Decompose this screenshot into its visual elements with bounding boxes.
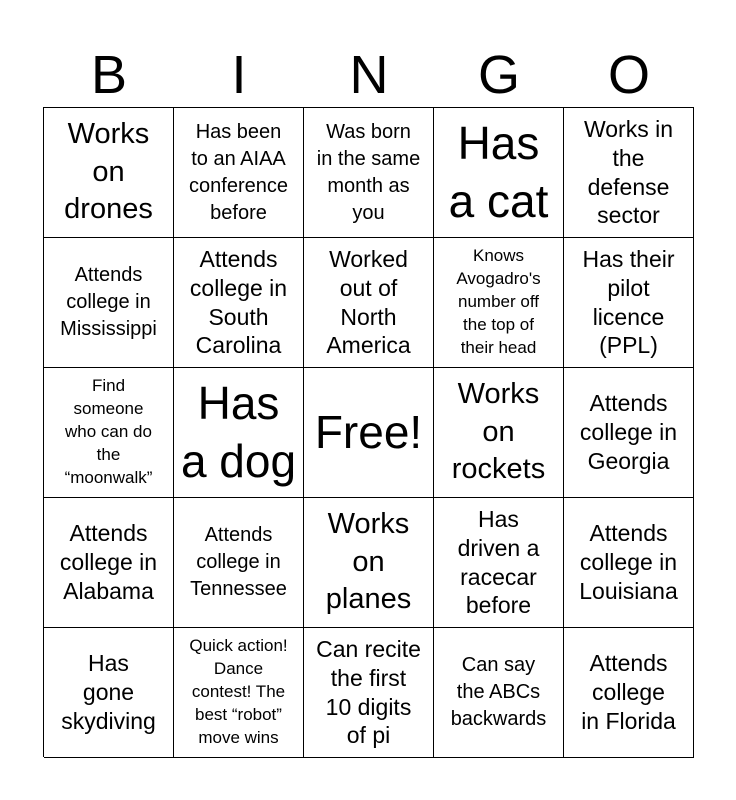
bingo-cell-r3-c1[interactable] [44, 368, 174, 498]
bingo-cell-r3-c4[interactable] [434, 368, 564, 498]
bingo-cell-text: Was born in the same month as you [316, 120, 421, 224]
bingo-cell-text: Works on rockets [451, 377, 546, 486]
bingo-cell-r5-c2[interactable] [174, 628, 304, 758]
header-letter-i: I [231, 45, 247, 105]
bingo-cell-r3-c5[interactable] [564, 368, 694, 498]
bingo-header [44, 44, 694, 106]
bingo-cell-text: Quick action! Dance contest! The best “robot” move wins [189, 636, 288, 747]
bingo-cell-text: Works in the defense sector [583, 116, 674, 229]
header-letter-o: O [607, 45, 650, 105]
bingo-cell-text: Can say the ABCs backwards [450, 654, 547, 730]
bingo-cell-r2-c5[interactable] [564, 238, 694, 368]
bingo-cell-r3-c3[interactable] [304, 368, 434, 498]
bingo-cell-text: Attends college in South Carolina [189, 246, 288, 359]
bingo-cell-r3-c2[interactable] [174, 368, 304, 498]
bingo-cell-r1-c2[interactable] [174, 108, 304, 238]
bingo-cell-text: Attends college in Alabama [59, 520, 158, 604]
bingo-cell-r4-c5[interactable] [564, 498, 694, 628]
bingo-cell-text: Has a dog [180, 377, 297, 487]
bingo-cell-text: Has their pilot licence (PPL) [582, 246, 675, 359]
bingo-cell-r4-c3[interactable] [304, 498, 434, 628]
bingo-cell-r1-c3[interactable] [304, 108, 434, 238]
bingo-cell-r1-c5[interactable] [564, 108, 694, 238]
header-letter-b: B [90, 45, 128, 105]
bingo-cell-r2-c1[interactable] [44, 238, 174, 368]
bingo-cell-text: Has been to an AIAA conference before [189, 120, 288, 224]
bingo-cell-text: Works on drones [64, 117, 153, 226]
bingo-cell-r4-c4[interactable] [434, 498, 564, 628]
bingo-cell-text: Find someone who can do the “moonwalk” [64, 376, 153, 487]
bingo-cell-r1-c1[interactable] [44, 108, 174, 238]
bingo-cell-r5-c4[interactable] [434, 628, 564, 758]
bingo-cell-text: Attends college in Louisiana [579, 520, 678, 604]
bingo-cell-r4-c1[interactable] [44, 498, 174, 628]
bingo-cell-r5-c3[interactable] [304, 628, 434, 758]
bingo-cell-r5-c1[interactable] [44, 628, 174, 758]
bingo-cell-text: Works on planes [325, 507, 412, 616]
bingo-cell-text: Attends college in Mississippi [60, 264, 157, 340]
bingo-cell-text: Has driven a racecar before [457, 506, 540, 619]
bingo-cell-text: Has a cat [448, 117, 549, 227]
bingo-cell-r2-c2[interactable] [174, 238, 304, 368]
bingo-cell-r5-c5[interactable] [564, 628, 694, 758]
bingo-cell-text: Can recite the first 10 digits of pi [316, 636, 421, 749]
header-letter-g: G [477, 45, 520, 105]
bingo-board [43, 107, 694, 757]
bingo-cell-text: Attends college in Tennessee [190, 524, 287, 600]
bingo-cell-r1-c4[interactable] [434, 108, 564, 238]
bingo-cell-r4-c2[interactable] [174, 498, 304, 628]
bingo-cell-text: Knows Avogadro's number off the top of their head [456, 246, 541, 357]
bingo-cell-text: Has gone skydiving [61, 650, 156, 734]
bingo-cell-text: Worked out of North America [326, 246, 411, 359]
bingo-cell-text: Free! [314, 405, 423, 458]
bingo-cell-r2-c3[interactable] [304, 238, 434, 368]
header-letter-n: N [349, 45, 389, 105]
bingo-cell-r2-c4[interactable] [434, 238, 564, 368]
bingo-cell-text: Attends college in Florida [581, 650, 676, 734]
bingo-cell-text: Attends college in Georgia [579, 390, 678, 474]
